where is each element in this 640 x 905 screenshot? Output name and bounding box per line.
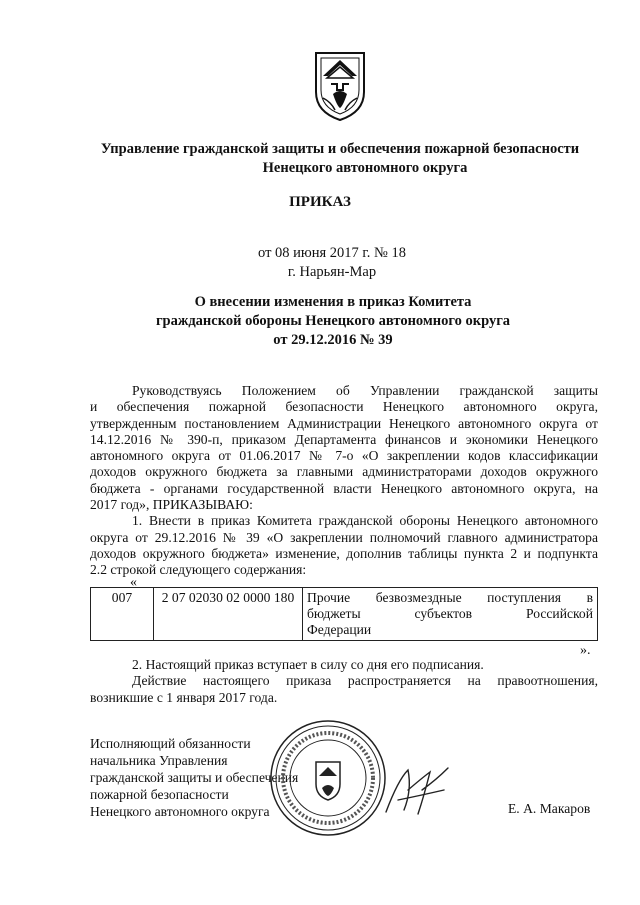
table-row bbox=[91, 588, 598, 641]
subject-line2: гражданской обороны Ненецкого автономного округа bbox=[155, 313, 511, 329]
preamble-line: бюджета - органами государственной власти Ненецкого автономного округа, на bbox=[90, 480, 598, 496]
order-date: от 08 июня 2017 г. № 18 bbox=[258, 245, 406, 261]
preamble-line: доходов окружного бюджета за главными администраторами доходов окружного bbox=[90, 464, 598, 480]
preamble-line: утвержденным постановлением Администрации Ненецкого автономного округа от bbox=[90, 415, 598, 431]
item-1-line: округа от 29.12.2016 № 39 «О закреплении полномочий главного администратора bbox=[90, 529, 598, 545]
item-1-line: доходов окружного бюджета» изменение, дополнив таблицы пункта 2 и подпункта bbox=[90, 545, 598, 561]
signatory-name: Е. А. Макаров bbox=[508, 801, 591, 816]
description-cell bbox=[303, 588, 598, 641]
preamble-line: Руководствуясь Положением об Управлении гражданской защиты bbox=[132, 383, 598, 398]
paragraph-preamble bbox=[90, 383, 598, 513]
description-line: Федерации bbox=[307, 622, 372, 637]
official-seal-icon bbox=[268, 718, 388, 838]
handwritten-signature-icon bbox=[378, 750, 458, 830]
paragraph-effect bbox=[90, 673, 598, 706]
position-line: пожарной безопасности bbox=[90, 787, 229, 802]
preamble-line: 14.12.2016 № 390-п, приказом Департамента финансов и экономики Ненецкого bbox=[90, 431, 598, 447]
preamble-line: 2017 год», ПРИКАЗЫВАЮ: bbox=[90, 497, 253, 513]
paragraph-item-1 bbox=[90, 513, 598, 578]
position-line: Исполняющий обязанности bbox=[90, 736, 251, 751]
admin-code-cell: 007 bbox=[91, 588, 154, 641]
document-body bbox=[90, 383, 598, 579]
effect-line: Действие настоящего приказа распространяется на правоотношения, bbox=[132, 673, 598, 689]
open-quote: « bbox=[130, 575, 137, 590]
position-line: гражданской защиты и обеспечения bbox=[90, 770, 299, 785]
position-line: Ненецкого автономного округа bbox=[90, 804, 270, 819]
item-1-line: 2.2 строкой следующего содержания: bbox=[90, 562, 307, 578]
preamble-line: автономного округа от 01.06.2017 № 7-о «О закреплении кодов классификации bbox=[90, 448, 598, 464]
organization-name-line1: Управление гражданской защиты и обеспечения пожарной безопасности bbox=[100, 141, 580, 157]
item-1-line: 1. Внести в приказ Комитета гражданской обороны Ненецкого автономного bbox=[132, 513, 598, 529]
organization-name-line2: Ненецкого автономного округа bbox=[262, 160, 468, 176]
position-line: начальника Управления bbox=[90, 753, 228, 768]
organization-header bbox=[60, 140, 620, 178]
preamble-line: и обеспечения пожарной безопасности Ненецкого автономного округа, bbox=[90, 399, 598, 415]
description-line: бюджеты субъектов Российской bbox=[307, 606, 593, 621]
coat-of-arms-icon bbox=[313, 50, 367, 122]
order-subject bbox=[0, 293, 640, 350]
subject-line1: О внесении изменения в приказ Комитета bbox=[194, 294, 472, 310]
classification-table bbox=[90, 587, 598, 641]
document-body-end bbox=[90, 657, 598, 706]
kbk-code-cell: 2 07 02030 02 0000 180 bbox=[154, 588, 303, 641]
description-line: Прочие безвозмездные поступления в bbox=[307, 590, 593, 605]
subject-line3: от 29.12.2016 № 39 bbox=[273, 332, 393, 348]
effect-line: возникшие с 1 января 2017 года. bbox=[90, 689, 278, 705]
order-date-block bbox=[0, 244, 640, 282]
close-quote: ». bbox=[580, 643, 591, 658]
document-title: ПРИКАЗ bbox=[289, 194, 351, 210]
paragraph-item-2: 2. Настоящий приказ вступает в силу со дня его подписания. bbox=[132, 657, 484, 672]
order-city: г. Нарьян-Мар bbox=[287, 264, 377, 280]
